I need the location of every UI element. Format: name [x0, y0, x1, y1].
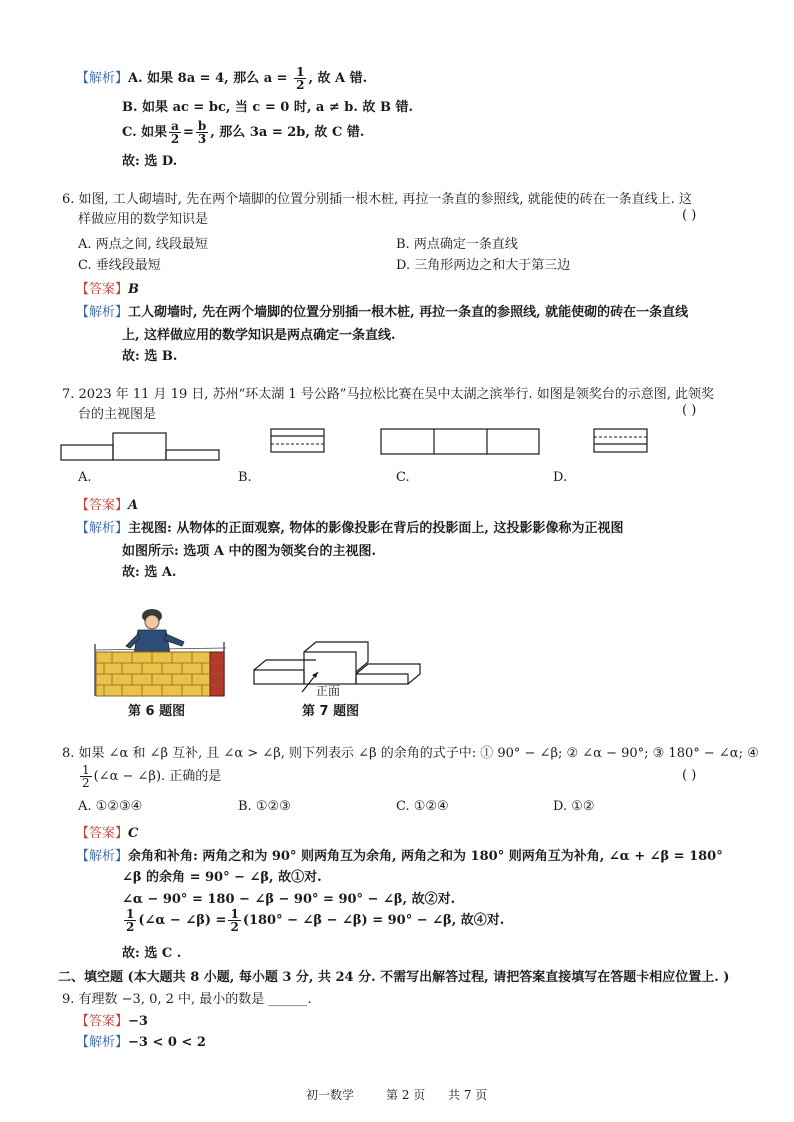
q5-conclusion: 故: 选 D.: [122, 154, 178, 169]
q9-answer: 【答案】−3: [76, 1014, 148, 1029]
q6-conclusion: 故: 选 B.: [122, 349, 178, 364]
fraction: $\frac{1}{2}$: [82, 763, 90, 790]
q8-option-d: D. ①②: [553, 799, 595, 814]
analysis-tag: 【解析】: [76, 521, 129, 536]
q7-label-b: B.: [238, 470, 252, 485]
front-label: 正面: [316, 684, 341, 698]
q6-stem-line1: 6. 如图, 工人砌墙时, 先在两个墙脚的位置分别插一根木桩, 再拉一条直的参照线, 就能使的砖在一条直线上. 这: [62, 192, 692, 207]
footer-subject: 初一数学: [306, 1088, 355, 1102]
q6-option-a: A. 两点之间, 线段最短: [78, 237, 208, 252]
q6-stem-line2: 样做应用的数学知识是: [78, 212, 209, 227]
footer-total-pages: 共 7 页: [448, 1088, 488, 1102]
q7-option-d-figure: [593, 428, 649, 454]
q7-stem-line2: 台的主视图是: [78, 407, 157, 422]
q6-answer-paren: ( ): [682, 208, 697, 223]
q5-analysis-line-a: 【解析】A. 如果 8a = 4, 那么 a = $\frac{1}{2}$ , 故 A 错.: [76, 65, 368, 92]
fraction: $\frac{1}{2}$: [126, 907, 135, 934]
q8-option-b: B. ①②③: [238, 799, 291, 814]
answer-tag: 【答案】: [76, 1014, 129, 1029]
q8-analysis-line1: 【解析】余角和补角: 两角之和为 90° 则两角互为余角, 两角之和为 180° 则两角互为补角, ∠α + ∠β = 180°: [76, 849, 723, 864]
answer-tag: 【答案】: [76, 826, 129, 841]
q9-analysis: 【解析】−3 < 0 < 2: [76, 1035, 206, 1050]
q7-option-c-figure: [380, 428, 542, 456]
q7-answer: 【答案】A: [76, 498, 139, 513]
section-2-heading: 二、填空题 (本大题共 8 小题, 每小题 3 分, 共 24 分. 不需写出解答过程, 请把答案直接填写在答题卡相应位置上. ): [58, 970, 730, 985]
q7-stem-line1: 7. 2023 年 11 月 19 日, 苏州“环太湖 1 号公路”马拉松比赛在吴中太湖之滨举行. 如图是领奖台的示意图, 此领奖: [62, 387, 714, 402]
q8-option-a: A. ①②③④: [78, 799, 143, 814]
q6-option-d: D. 三角形两边之和大于第三边: [396, 258, 571, 273]
q7-analysis-line2: 如图所示: 选项 A 中的图为领奖台的主视图.: [122, 544, 376, 559]
q6-option-c: C. 垂线段最短: [78, 258, 161, 273]
q7-label-c: C.: [396, 470, 410, 485]
fraction: $\frac{a}{2}$: [170, 119, 180, 146]
q8-analysis-line3: ∠α − 90° = 180 − ∠β − 90° = 90° − ∠β, 故②对.: [122, 892, 456, 907]
q9-stem: 9. 有理数 −3, 0, 2 中, 最小的数是 ______.: [62, 992, 312, 1007]
analysis-tag: 【解析】: [76, 1035, 129, 1050]
q7-option-b-figure: [270, 428, 326, 454]
q7-answer-paren: ( ): [682, 403, 697, 418]
q6-analysis-line2: 上, 这样做应用的数学知识是两点确定一条直线.: [122, 328, 396, 343]
footer-page-number: 第 2 页: [386, 1088, 426, 1102]
analysis-tag: 【解析】: [76, 305, 129, 320]
q8-answer: 【答案】C: [76, 826, 139, 841]
q8-option-c: C. ①②④: [396, 799, 449, 814]
q7-label-a: A.: [78, 470, 92, 485]
q8-answer-paren: ( ): [682, 768, 697, 783]
q7-label-d: D.: [553, 470, 568, 485]
brick-wall-worker-illustration: [92, 608, 232, 698]
q8-stem-line1: 8. 如果 ∠α 和 ∠β 互补, 且 ∠α > ∠β, 则下列表示 ∠β 的余角的式子中: ① 90° − ∠β; ② ∠α − 90°; ③ 180° − ∠α; ④: [62, 746, 759, 761]
q6-option-b: B. 两点确定一条直线: [396, 237, 518, 252]
q8-stem-line2: $\frac{1}{2}$ (∠α − ∠β). 正确的是: [82, 763, 222, 790]
figure-7-caption: 第 7 题图: [302, 704, 360, 719]
q8-analysis-line4: $\frac{1}{2}$ (∠α − ∠β) = $\frac{1}{2}$ (180° − ∠β − ∠β) = 90° − ∠β, 故④对.: [126, 907, 505, 934]
fraction: $\frac{1}{2}$: [296, 65, 305, 92]
q7-conclusion: 故: 选 A.: [122, 565, 177, 580]
q5-analysis-line-b: B. 如果 ac = bc, 当 c = 0 时, a ≠ b. 故 B 错.: [122, 100, 413, 115]
q7-option-a-figure: [60, 430, 222, 462]
q7-analysis-line1: 【解析】主视图: 从物体的正面观察, 物体的影像投影在背后的投影面上, 这投影影像称为正视图: [76, 521, 624, 536]
answer-tag: 【答案】: [76, 498, 129, 513]
q8-analysis-line2: ∠β 的余角 = 90° − ∠β, 故①对.: [122, 870, 322, 885]
analysis-tag: 【解析】: [76, 849, 129, 864]
q6-answer: 【答案】B: [76, 282, 140, 297]
q8-conclusion: 故: 选 C .: [122, 946, 182, 961]
answer-tag: 【答案】: [76, 282, 129, 297]
q6-analysis-line1: 【解析】工人砌墙时, 先在两个墙脚的位置分别插一根木桩, 再拉一条直的参照线, 就能使砌的砖在一条直线: [76, 305, 689, 320]
fraction: $\frac{b}{3}$: [197, 119, 207, 146]
analysis-tag: 【解析】: [76, 71, 129, 86]
figure-6-caption: 第 6 题图: [128, 704, 186, 719]
q5-analysis-line-c: C. 如果 $\frac{a}{2}$ = $\frac{b}{3}$ , 那么 3a = 2b, 故 C 错.: [122, 119, 365, 146]
fraction: $\frac{1}{2}$: [230, 907, 239, 934]
